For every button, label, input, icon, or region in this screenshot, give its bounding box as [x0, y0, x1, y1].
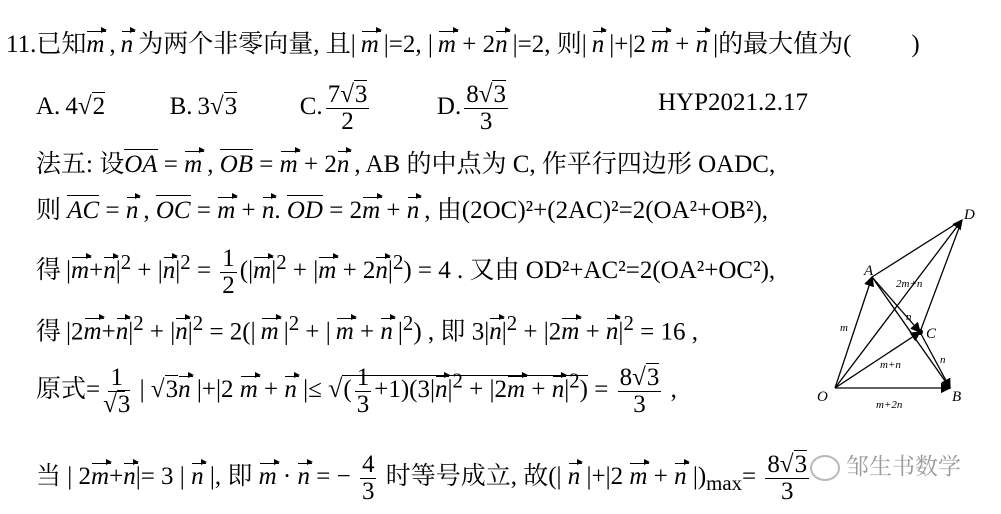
vec-n-label-2: n: [940, 354, 946, 366]
option-d: D. $\frac{8√3}{3}$: [436, 81, 506, 135]
solution-line-5: 原式= $\frac{1}{√3}$ | √3n |+|2 m + n |≤ √( $\frac{1}{3}$ $+1)(3|n|^2 + |2m + n|^2)$ = $\frac{8√3}{3}$ ,: [36, 364, 677, 418]
answer-options: [36, 82, 511, 135]
solution-line-1: 法五: 设OA = m , OB = m + 2n , AB 的中点为 C, 作平行四边形 OADC,: [36, 151, 776, 178]
vec-m-2n-label: m+2n: [876, 399, 903, 411]
option-b: B. 3√3: [169, 93, 238, 121]
point-o-label: O: [817, 389, 828, 405]
point-c-label: C: [926, 326, 937, 342]
vec-m-label: m: [840, 322, 848, 334]
watermark: 邹生书数学: [810, 448, 961, 481]
point-b-label: B: [952, 389, 962, 405]
source-tag: HYP2021.2.17: [658, 89, 809, 116]
option-c: C. $\frac{7√3}{2}$: [299, 81, 368, 135]
solution-line-3: 得 $|m+n|^2 + |n|^2$ = $\frac{1}{2}$ $(|m|^2 + |m + 2n|^2) = 4$ . 又由 OD²+AC²=2(OA²+OC²),: [36, 245, 776, 299]
solution-line-2: 则 AC = n , OC = m + n. OD = 2m + n , 由(2OC)²+(2AC)²=2(OA²+OB²),: [36, 197, 769, 224]
point-a-label: A: [864, 263, 874, 279]
solution-line-6: 当 | 2m+n|= 3 | n |, 即 m · n = − $\frac{4}{3}$ 时等号成立, 故(| n |+|2 m + n $|)_{max}=$ $\frac{8√3}{3}$: [36, 451, 808, 505]
option-a: A. 4√2: [36, 93, 106, 121]
parallelogram-diagram: [800, 205, 1000, 420]
point-d-label: D: [964, 207, 975, 223]
problem-statement: 11.已知m , n 为两个非零向量, 且| m |=2, | m + 2n |=2, 则| n |+|2 m + n |的最大值为( ): [6, 31, 920, 58]
vec-2m-n-label: 2m+n: [896, 278, 923, 290]
wechat-icon: [810, 455, 840, 481]
vec-m-n-label: m+n: [880, 359, 901, 371]
vec-n-label: n: [906, 311, 912, 323]
solution-line-4: 得 $|2m+n|^2 + |n|^2 = 2(|$ m $|^2$ + | m + n $|^2$) , 即 $3|n|^2 + |2m + n|^2 = 16$ ,: [36, 311, 698, 346]
